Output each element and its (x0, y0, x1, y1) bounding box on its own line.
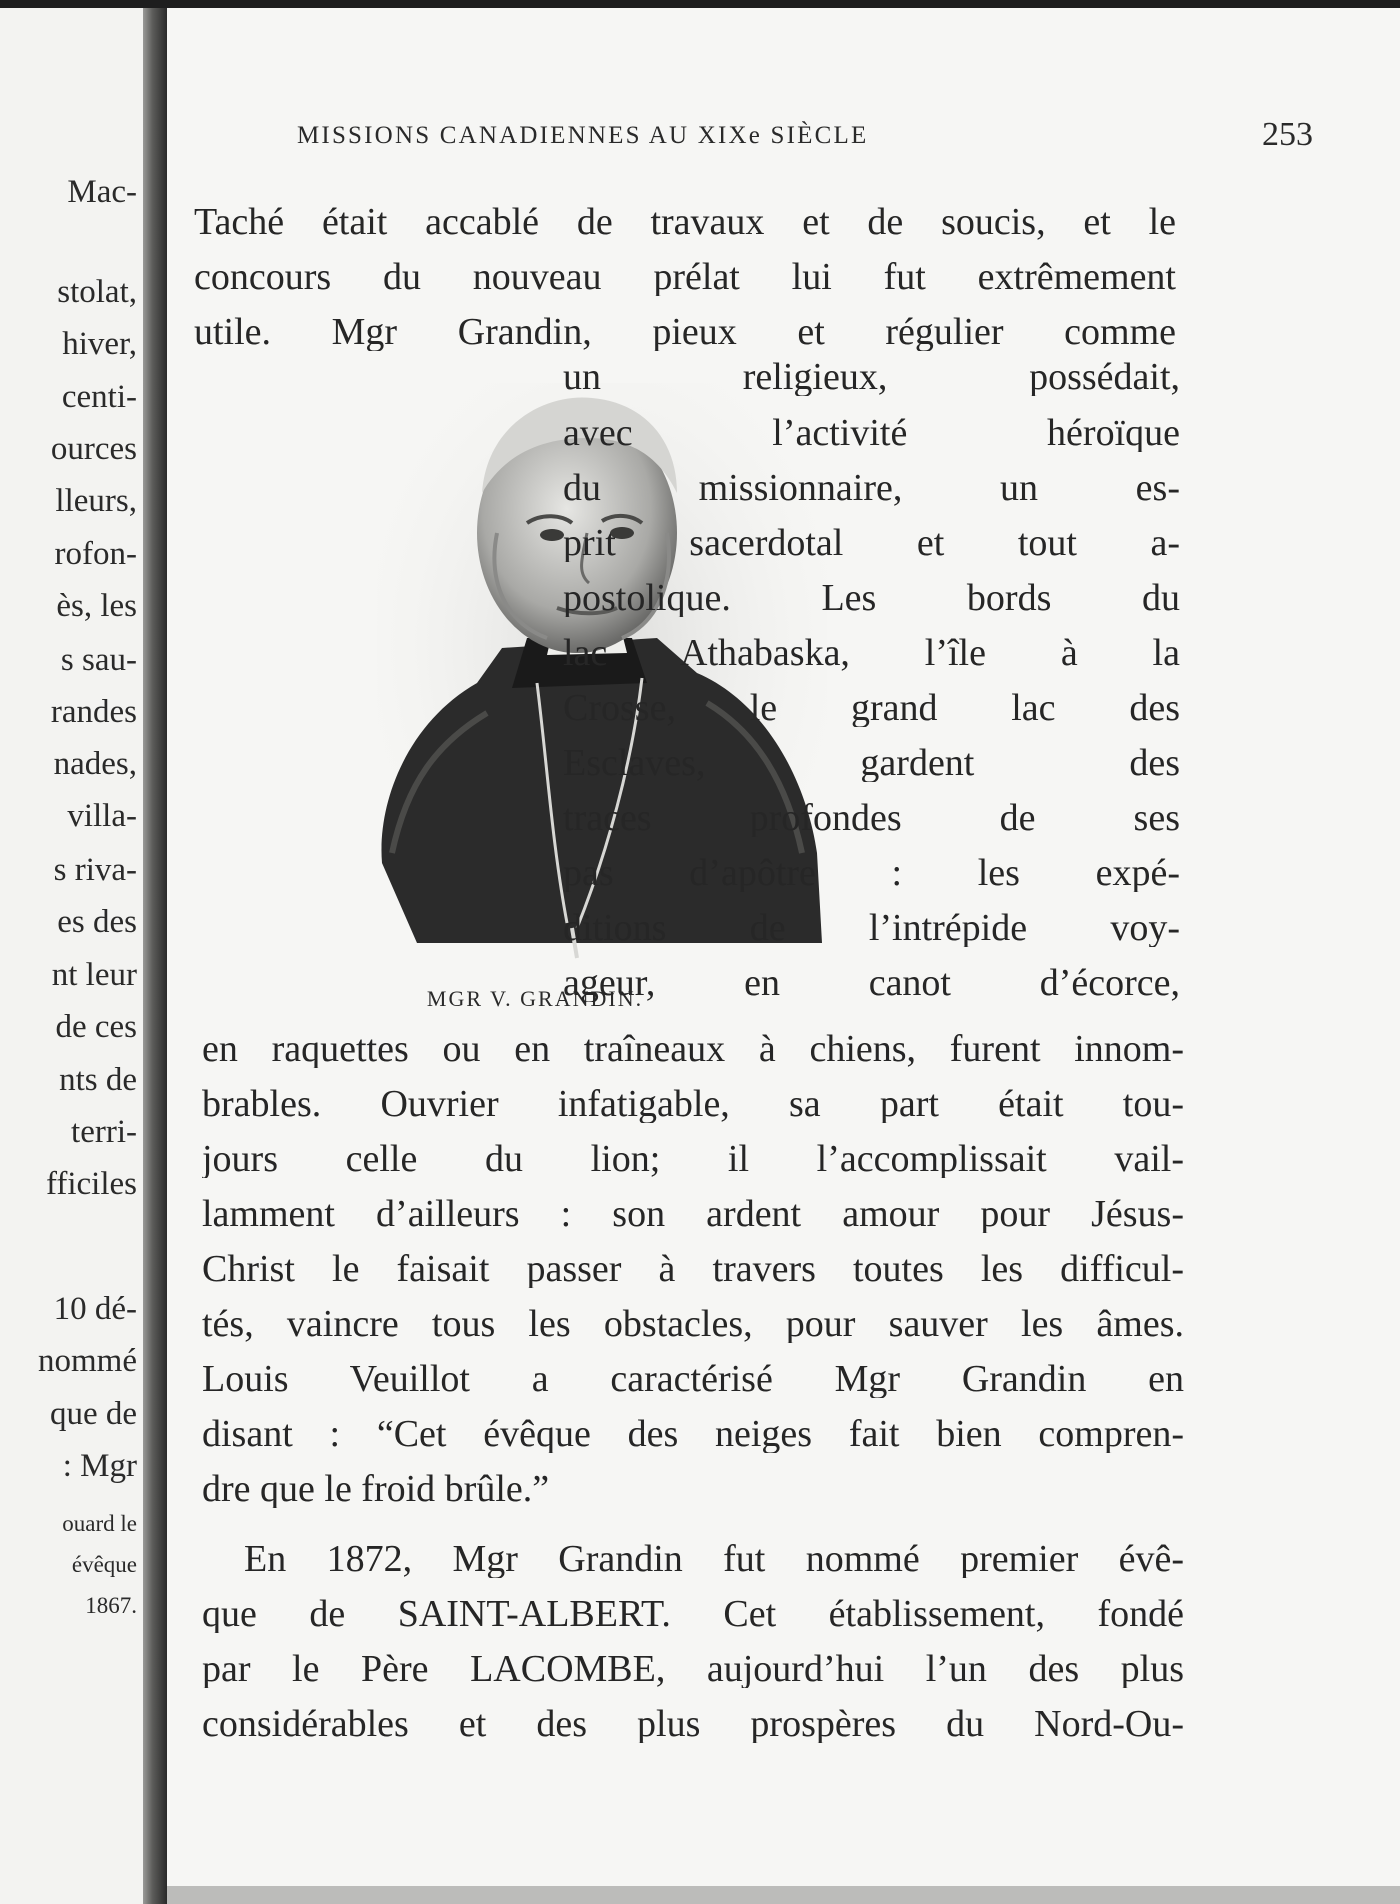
left-page-line: centi- (61, 379, 137, 415)
book-gutter (143, 8, 167, 1904)
left-page-line: 10 dé- (53, 1291, 137, 1327)
text-line: jours celle du lion; il l’accomplissait vail- (202, 1140, 1184, 1178)
left-page-line: ès, les (56, 588, 137, 624)
text-line: Crosse, le grand lac des (563, 689, 1180, 727)
left-page-line: fficiles (45, 1166, 137, 1202)
text-line: En 1872, Mgr Grandin fut nommé premier évê- (244, 1540, 1184, 1578)
left-page-line: lleurs, (55, 483, 137, 519)
text-line: Taché était accablé de travaux et de soucis, et le (194, 203, 1176, 241)
left-page-fragment (0, 8, 143, 1904)
text-line: par le Père LACOMBE, aujourd’hui l’un des plus (202, 1650, 1184, 1688)
running-head (297, 116, 1321, 156)
text-line: utile. Mgr Grandin, pieux et régulier comme (194, 313, 1176, 351)
page-edge (167, 1886, 1400, 1904)
text-line: dre que le froid brûle.” (202, 1470, 550, 1508)
text-line: avec l’activité héroïque (563, 414, 1180, 452)
text-line: du missionnaire, un es- (563, 469, 1180, 507)
page (167, 8, 1400, 1886)
left-page-line: stolat, (57, 274, 137, 310)
left-page-line: s sau- (60, 642, 137, 678)
left-page-line: nades, (53, 746, 137, 782)
text-line: Esclaves, gardent des (563, 744, 1180, 782)
left-page-line: : Mgr (62, 1448, 137, 1484)
text-line: tés, vaincre tous les obstacles, pour sauver les âmes. (202, 1305, 1184, 1343)
text-line: ditions de l’intrépide voy- (563, 909, 1180, 947)
portrait-caption: MGR V. GRANDIN. (426, 986, 644, 1011)
left-page-line: terri- (71, 1114, 137, 1150)
left-page-line: randes (50, 694, 137, 730)
left-page-line: villa- (67, 798, 137, 834)
left-page-footnote-line: évêque (71, 1552, 137, 1577)
text-line: traces profondes de ses (563, 799, 1180, 837)
text-line: Christ le faisait passer à travers toutes les difficul- (202, 1250, 1184, 1288)
left-page-line: nt leur (51, 957, 137, 993)
page-number: 253 (1262, 116, 1313, 153)
left-page-line: rofon- (54, 536, 137, 572)
text-line: lamment d’ailleurs : son ardent amour pour Jésus- (202, 1195, 1184, 1233)
text-line: ageur, en canot d’écorce, (563, 964, 1180, 1002)
left-page-line: nommé (38, 1343, 137, 1379)
left-page-line: Mac- (67, 174, 137, 210)
text-line: concours du nouveau prélat lui fut extrêmement (194, 258, 1176, 296)
left-page-line: que de (49, 1396, 137, 1432)
text-line: lac Athabaska, l’île à la (563, 634, 1180, 672)
left-page-line: es des (57, 904, 137, 940)
left-page-footnote-line: ouard le (62, 1511, 137, 1536)
text-line: considérables et des plus prospères du Nord-Ou- (202, 1705, 1184, 1743)
text-line: disant : “Cet évêque des neiges fait bien compren- (202, 1415, 1184, 1453)
text-line: pas d’apôtre : les expé- (563, 854, 1180, 892)
left-page-footnote-line: 1867. (85, 1593, 137, 1618)
left-page-line: s riva- (53, 852, 137, 888)
left-page-line: hiver, (62, 326, 137, 362)
running-title: MISSIONS CANADIENNES AU XIXe SIÈCLE (297, 122, 869, 149)
text-line: que de SAINT-ALBERT. Cet établissement, fondé (202, 1595, 1184, 1633)
text-line: Louis Veuillot a caractérisé Mgr Grandin en (202, 1360, 1184, 1398)
left-page-line: ources (50, 431, 137, 467)
text-line: brables. Ouvrier infatigable, sa part était tou- (202, 1085, 1184, 1123)
text-line: en raquettes ou en traîneaux à chiens, furent innom- (202, 1030, 1184, 1068)
left-page-line: nts de (59, 1062, 137, 1098)
left-page-line: de ces (55, 1009, 137, 1045)
text-line: prit sacerdotal et tout a- (563, 524, 1180, 562)
text-line: postolique. Les bords du (563, 579, 1180, 617)
text-line: un religieux, possédait, (563, 358, 1180, 396)
